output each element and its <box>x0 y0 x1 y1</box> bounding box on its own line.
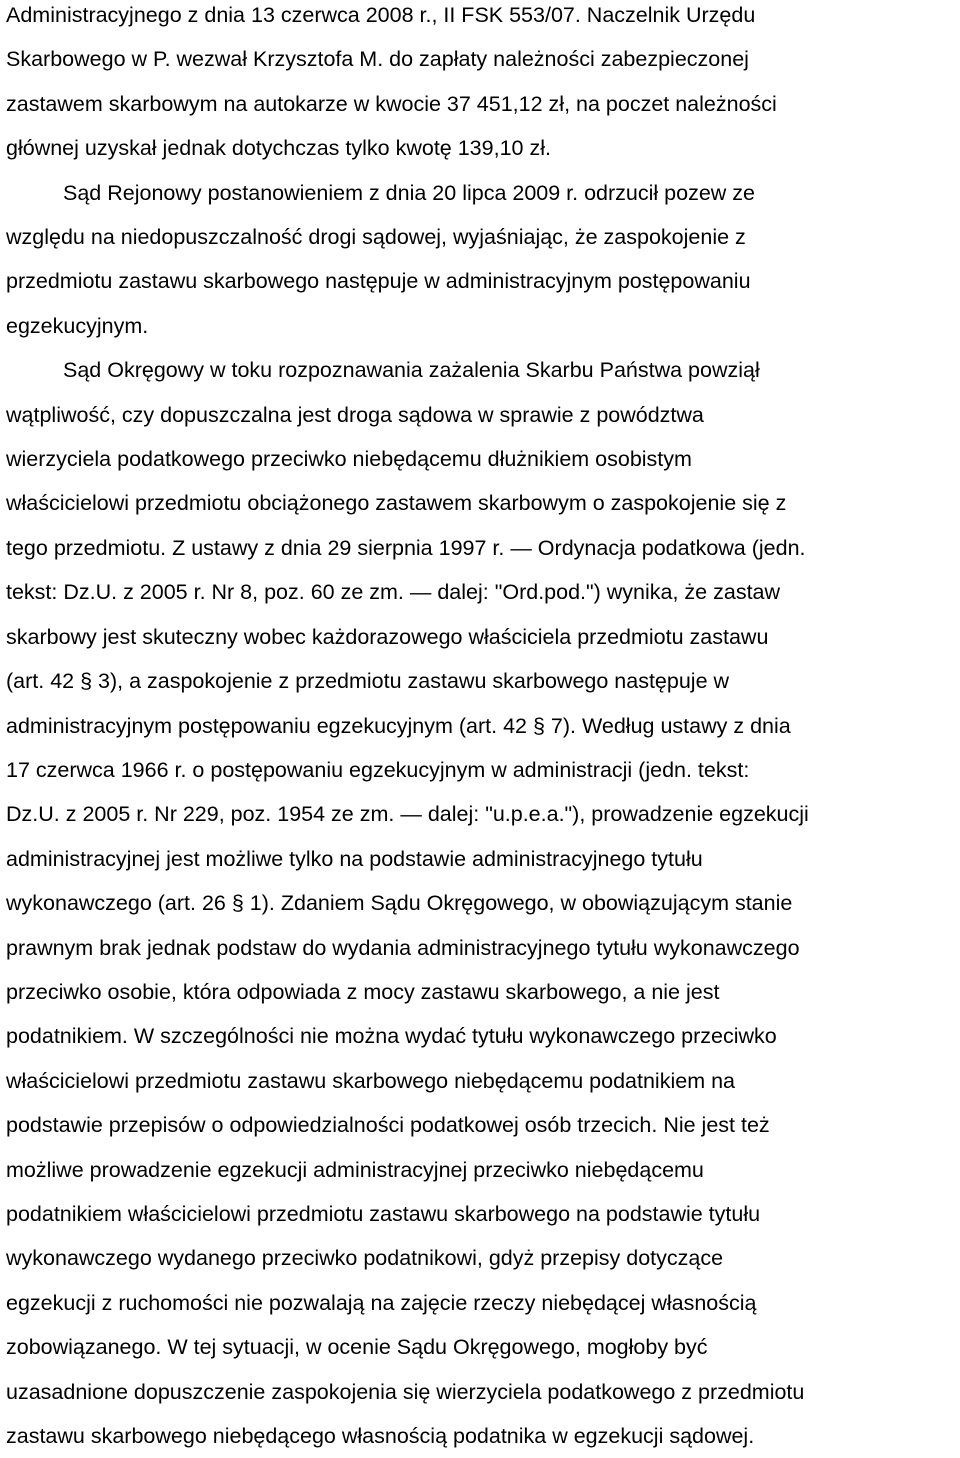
text-line: podatnikiem właścicielowi przedmiotu zastawu skarbowego na podstawie tytułu <box>6 1201 761 1226</box>
text-line: Skarbowego w P. wezwał Krzysztofa M. do zapłaty należności zabezpieczonej <box>6 47 749 72</box>
text-line: egzekucji z ruchomości nie pozwalają na zajęcie rzeczy niebędącej własnością <box>6 1290 757 1315</box>
text-line: tekst: Dz.U. z 2005 r. Nr 8, poz. 60 ze zm. — dalej: "Ord.pod.") wynika, że zastaw <box>6 580 781 605</box>
text-line: przedmiotu zastawu skarbowego następuje w administracyjnym postępowaniu <box>6 269 751 294</box>
text-line: podatnikiem. W szczególności nie można wydać tytułu wykonawczego przeciwko <box>6 1024 777 1049</box>
text-line: zobowiązanego. W tej sytuacji, w ocenie Sądu Okręgowego, mogłoby być <box>6 1335 708 1360</box>
text-line: wątpliwość, czy dopuszczalna jest droga sądowa w sprawie z powództwa <box>6 402 704 427</box>
text-line: prawnym brak jednak podstaw do wydania administracyjnego tytułu wykonawczego <box>6 935 800 960</box>
text-line: Dz.U. z 2005 r. Nr 229, poz. 1954 ze zm. — dalej: "u.p.e.a."), prowadzenie egzekucji <box>6 802 809 827</box>
text-line: administracyjnym postępowaniu egzekucyjnym (art. 42 § 7). Według ustawy z dnia <box>6 713 791 738</box>
text-line: zastawu skarbowego niebędącego własnością podatnika w egzekucji sądowej. <box>6 1424 755 1448</box>
text-line: wykonawczego (art. 26 § 1). Zdaniem Sądu Okręgowego, w obowiązującym stanie <box>6 891 793 916</box>
text-line: Sąd Rejonowy postanowieniem z dnia 20 lipca 2009 r. odrzucił pozew ze <box>63 180 755 205</box>
text-line: uzasadnione dopuszczenie zaspokojenia się wierzyciela podatkowego z przedmiotu <box>6 1379 805 1404</box>
document-body-text <box>6 0 956 1458</box>
text-line: Sąd Okręgowy w toku rozpoznawania zażalenia Skarbu Państwa powziął <box>63 358 760 383</box>
text-line: administracyjnej jest możliwe tylko na podstawie administracyjnego tytułu <box>6 846 703 871</box>
text-line: głównej uzyskał jednak dotychczas tylko kwotę 139,10 zł. <box>6 136 551 161</box>
text-line: przeciwko osobie, która odpowiada z mocy zastawu skarbowego, a nie jest <box>6 979 720 1004</box>
text-line: Administracyjnego z dnia 13 czerwca 2008 r., II FSK 553/07. Naczelnik Urzędu <box>6 3 756 27</box>
text-line: egzekucyjnym. <box>6 313 149 338</box>
text-line: właścicielowi przedmiotu obciążonego zastawem skarbowym o zaspokojenie się z <box>6 491 787 516</box>
text-line: (art. 42 § 3), a zaspokojenie z przedmiotu zastawu skarbowego następuje w <box>6 669 730 694</box>
text-line: względu na niedopuszczalność drogi sądowej, wyjaśniając, że zaspokojenie z <box>6 225 746 250</box>
text-line: wierzyciela podatkowego przeciwko niebędącemu dłużnikiem osobistym <box>6 447 692 472</box>
text-line: tego przedmiotu. Z ustawy z dnia 29 sierpnia 1997 r. — Ordynacja podatkowa (jedn. <box>6 535 806 560</box>
text-line: zastawem skarbowym na autokarze w kwocie 37 451,12 zł, na poczet należności <box>6 91 777 116</box>
text-line: możliwe prowadzenie egzekucji administracyjnej przeciwko niebędącemu <box>6 1157 704 1182</box>
text-line: skarbowy jest skuteczny wobec każdorazowego właściciela przedmiotu zastawu <box>6 624 769 649</box>
text-line: wykonawczego wydanego przeciwko podatnikowi, gdyż przepisy dotyczące <box>6 1246 724 1271</box>
text-line: właścicielowi przedmiotu zastawu skarbowego niebędącemu podatnikiem na <box>6 1068 735 1093</box>
text-line: 17 czerwca 1966 r. o postępowaniu egzekucyjnym w administracji (jedn. tekst: <box>6 757 750 782</box>
text-line: podstawie przepisów o odpowiedzialności podatkowej osób trzecich. Nie jest też <box>6 1113 770 1138</box>
